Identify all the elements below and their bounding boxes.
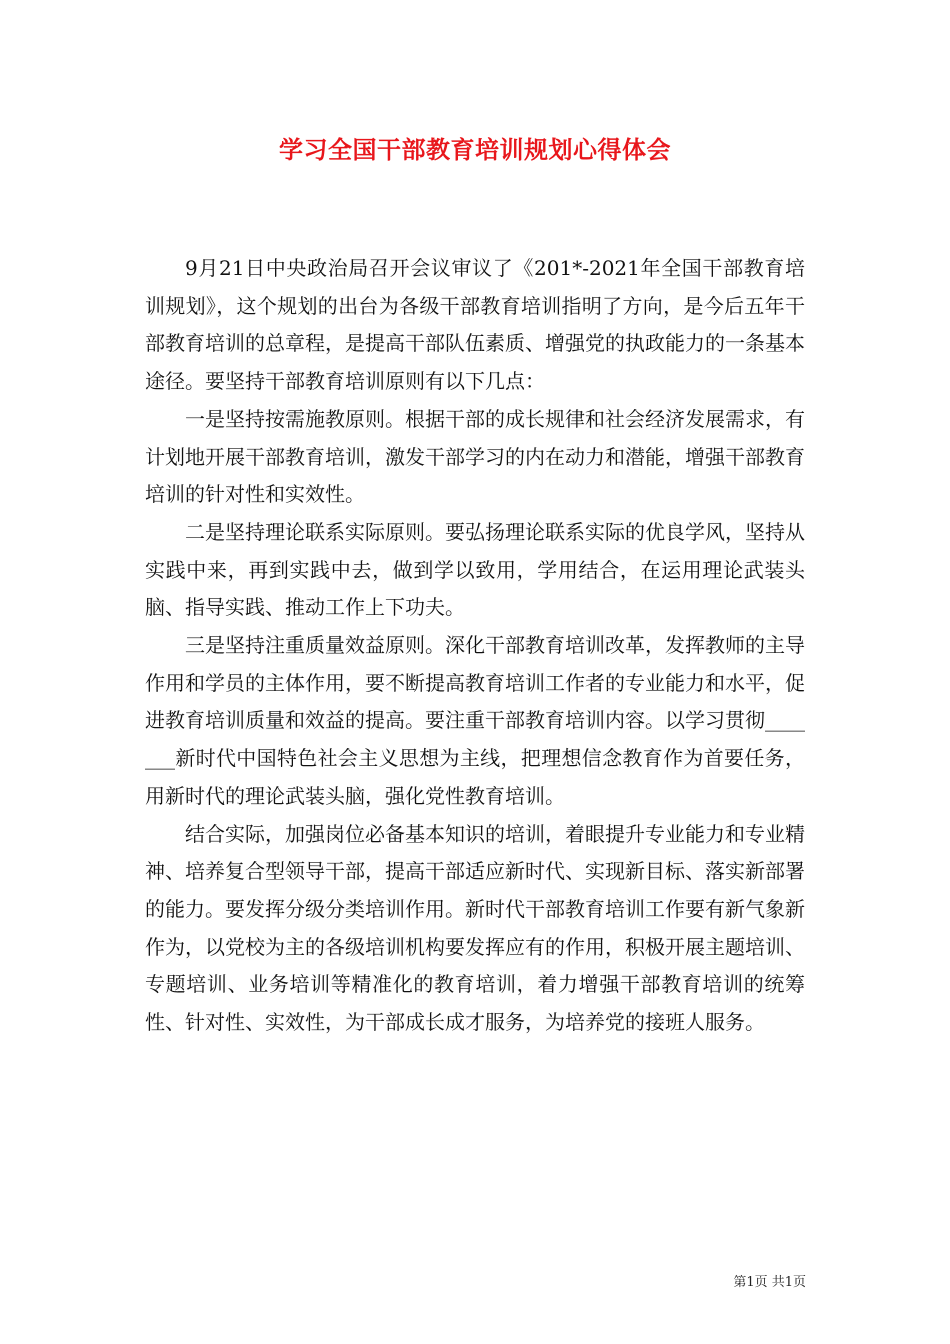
paragraph-principle-3: 三是坚持注重质量效益原则。深化干部教育培训改革，发挥教师的主导作用和学员的主体作用，要不断提高教育培训工作者的专业能力和水平，促进教育培训质量和效益的提高。要注重干部教育培训内容。以学习贯彻_______新时代中国特色社会主义思想为主线，把理想信念教育作为首要任务，用新时代的理论武装头脑，强化党性教育培训。 bbox=[145, 633, 805, 808]
document-title: 学习全国干部教育培训规划心得体会 bbox=[279, 135, 671, 164]
page-number-footer: 第1页 共1页 bbox=[733, 1275, 806, 1290]
paragraph-principle-2: 二是坚持理论联系实际原则。要弘扬理论联系实际的优良学风，坚持从实践中来，再到实践中去，做到学以致用，学用结合，在运用理论武装头脑、指导实践、推动工作上下功夫。 bbox=[145, 519, 805, 620]
paragraph-intro: 9月21日中央政治局召开会议审议了《201*-2021年全国干部教育培训规划》，这个规划的出台为各级干部教育培训指明了方向，是今后五年干部教育培训的总章程，是提高干部队伍素质、增强党的执政能力的一条基本途径。要坚持干部教育培训原则有以下几点： bbox=[145, 256, 805, 394]
document-body bbox=[145, 250, 805, 1042]
paragraph-conclusion: 结合实际，加强岗位必备基本知识的培训，着眼提升专业能力和专业精神、培养复合型领导干部，提高干部适应新时代、实现新目标、落实新部署的能力。要发挥分级分类培训作用。新时代干部教育培训工作要有新气象新作为，以党校为主的各级培训机构要发挥应有的作用，积极开展主题培训、专题培训、业务培训等精准化的教育培训，着力增强干部教育培训的统筹性、针对性、实效性，为干部成长成才服务，为培养党的接班人服务。 bbox=[145, 821, 805, 1035]
paragraph-principle-1: 一是坚持按需施教原则。根据干部的成长规律和社会经济发展需求，有计划地开展干部教育培训，激发干部学习的内在动力和潜能，增强干部教育培训的针对性和实效性。 bbox=[145, 406, 805, 507]
